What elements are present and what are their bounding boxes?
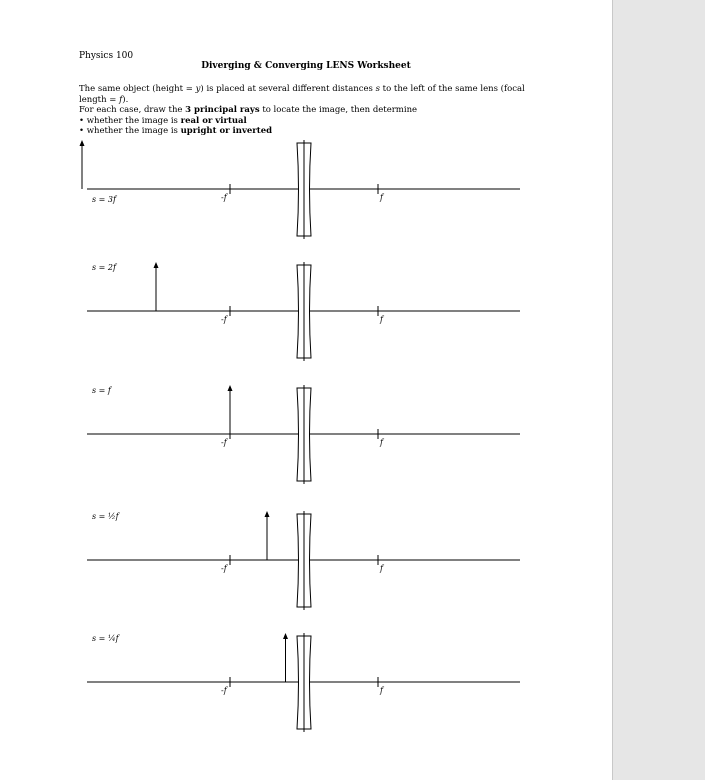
var-f: f bbox=[119, 94, 123, 105]
case-label: s = ¼f bbox=[92, 634, 119, 643]
case-diagram bbox=[87, 385, 520, 484]
text: to locate the image, then determine bbox=[259, 105, 418, 115]
focal-label-left: -f bbox=[221, 564, 227, 573]
focal-label-left: -f bbox=[221, 438, 227, 447]
case-label: s = f bbox=[92, 386, 111, 395]
text: whether the image is bbox=[86, 126, 181, 136]
object-arrow-head bbox=[80, 140, 85, 146]
var-s: s bbox=[375, 84, 380, 94]
worksheet-title: Diverging & Converging LENS Worksheet bbox=[201, 61, 411, 71]
viewer-gutter bbox=[613, 0, 705, 780]
bullet-upright-inverted: • whether the image is upright or inverted bbox=[79, 126, 273, 136]
text: whether the image is bbox=[86, 115, 181, 126]
object-arrow-head bbox=[228, 385, 233, 391]
focal-label-right: f bbox=[380, 438, 383, 447]
bold-text: upright or inverted bbox=[180, 126, 273, 136]
focal-label-right: f bbox=[380, 686, 383, 695]
text: ) is placed at several different distances bbox=[200, 84, 376, 94]
focal-label-right: f bbox=[380, 315, 383, 324]
bullet-real-virtual: • whether the image is real or virtual bbox=[79, 115, 247, 126]
bold-text: real or virtual bbox=[180, 115, 247, 126]
object-arrow-head bbox=[283, 633, 288, 639]
focal-label-right: f bbox=[380, 193, 383, 202]
case-diagram bbox=[87, 511, 520, 610]
case-diagram bbox=[87, 262, 520, 361]
focal-label-right: f bbox=[380, 564, 383, 573]
text: to the left of the same lens (focal length = bbox=[79, 84, 525, 105]
case-label: s = 2f bbox=[92, 263, 116, 272]
bold-text: 3 principal rays bbox=[185, 105, 260, 115]
focal-label-left: -f bbox=[221, 686, 227, 695]
text: ). bbox=[122, 94, 129, 105]
focal-label-left: -f bbox=[221, 315, 227, 324]
object-arrow-head bbox=[265, 511, 270, 517]
course-name: Physics 100 bbox=[79, 51, 134, 61]
case-diagram bbox=[87, 633, 520, 732]
case-diagram bbox=[80, 140, 521, 239]
text: For each case, draw the bbox=[79, 105, 186, 115]
focal-label-left: -f bbox=[221, 193, 227, 202]
text: The same object (height = bbox=[79, 84, 196, 94]
object-arrow-head bbox=[154, 262, 159, 268]
case-label: s = 3f bbox=[92, 195, 116, 204]
case-label: s = ½f bbox=[92, 512, 119, 521]
var-y: y bbox=[195, 84, 201, 94]
